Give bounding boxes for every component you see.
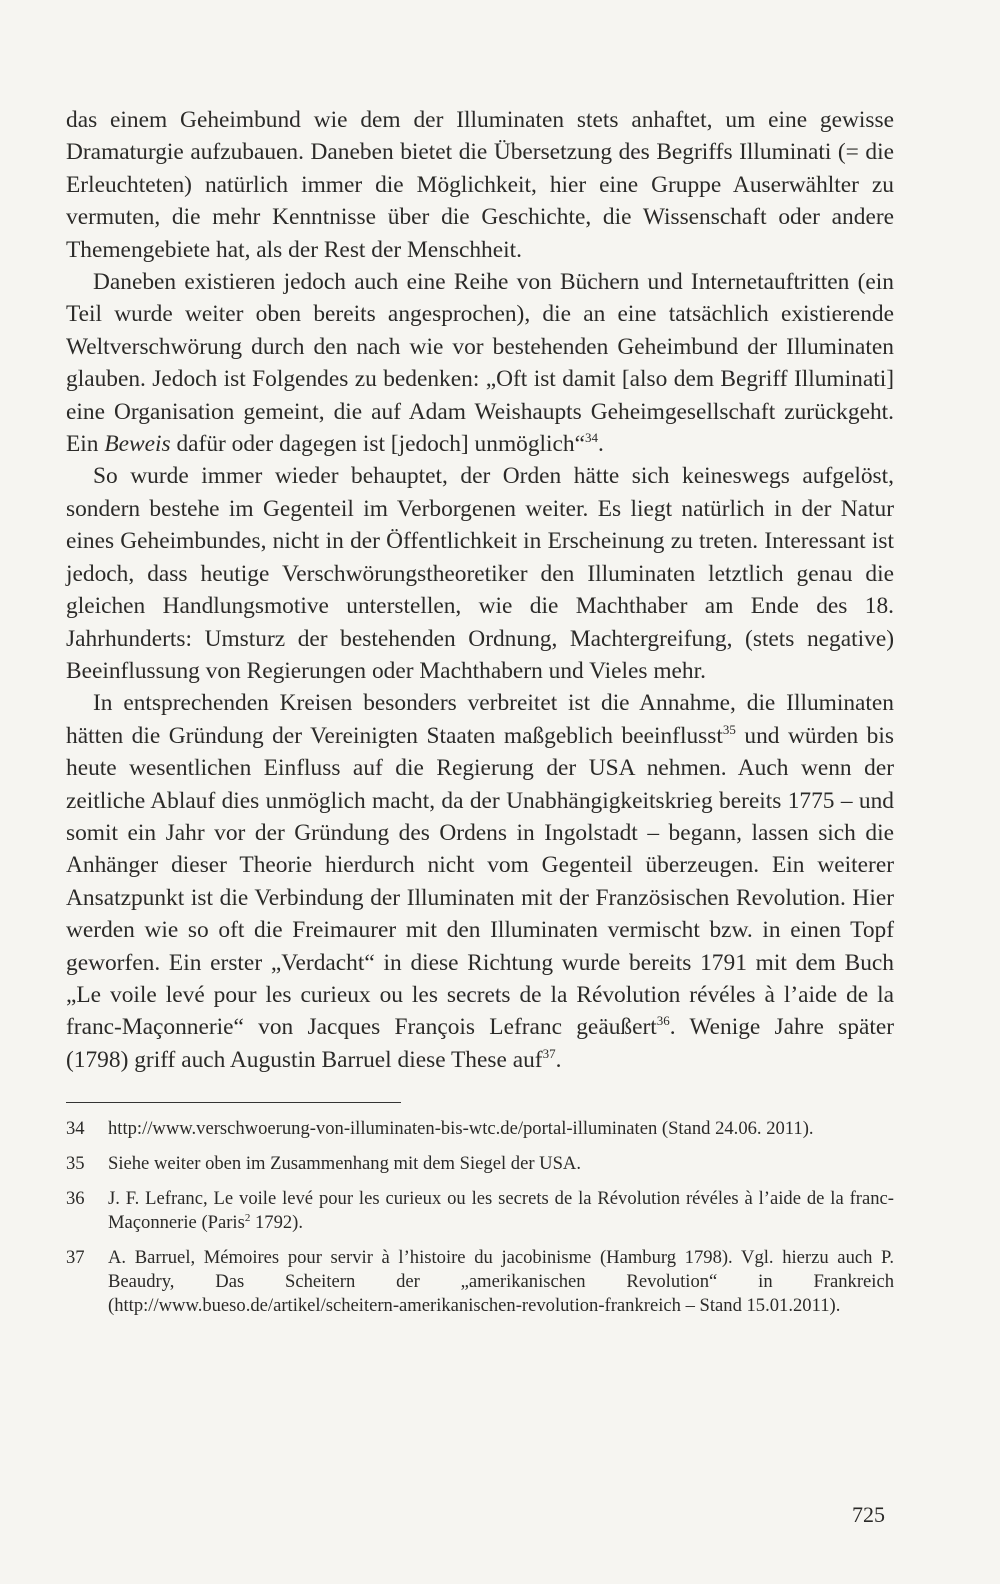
footnote-text-b: 1792). [250,1212,304,1234]
page-content [66,104,894,1329]
footnote-36 [66,1187,894,1235]
footnote-text [108,1187,894,1235]
paragraph-3: So wurde immer wieder behauptet, der Orden hätte sich keineswegs aufgelöst, sondern bestehe im Gegenteil im Verborgenen weiter. Es liegt natürlich in der Natur eines Geheimbundes, nicht in der Öffentlichkeit in Erscheinung zu treten. Interessant ist jedoch, dass heutige Verschwörungstheoretiker den Illuminaten letztlich genau die gleichen Handlungsmotive unterstellen, wie die Machthaber am Ende des 18. Jahrhunderts: Umsturz der bestehenden Ordnung, Machtergreifung, (stets negative) Beeinflussung von Regierungen oder Machthabern und Vieles mehr. [66,463,894,684]
footnote-text-a: J. F. Lefranc, Le voile levé pour les curieux ou les secrets de la Révolution révéles à l’aide de la franc-Maçonnerie (Paris [108,1188,894,1234]
footnote-text: A. Barruel, Mémoires pour servir à l’histoire du jacobinisme (Hamburg 1798). Vgl. hierzu auch P. Beaudry, Das Scheitern der „amerikanischen Revolution“ in Frankreich (http://www.bueso.de/artikel/scheitern-amerikanischen-revolution-frankreich – Stand 15.01.2011). [108,1247,894,1317]
footnote-text: http://www.verschwoerung-von-illuminaten-bis-wtc.de/portal-illuminaten (Stand 24.06. 2011). [108,1118,814,1140]
paragraph-2-text-b: dafür oder dagegen ist [jedoch] unmöglich“ [170,431,585,458]
footnote-number: 35 [66,1153,85,1175]
paragraph-4-text-a: In entsprechenden Kreisen besonders verbreitet ist die Annahme, die Illuminaten hätten die Gründung der Vereinigten Staaten maßgeblich beeinflusst [66,690,894,749]
footnote-number: 37 [66,1247,85,1269]
footnote-ref-35[interactable]: 35 [722,721,736,737]
paragraph-4-text-c: . Wenige Jahre später (1798) griff auch Augustin Barruel diese These auf [66,1014,894,1073]
edition-superscript: 2 [244,1212,251,1224]
paragraph-2-text-c: . [598,431,604,458]
paragraph-4-text-b: und würden bis heute wesentlichen Einfluss auf die Regierung der USA nehmen. Auch wenn der zeitliche Ablauf dies unmöglich macht, da der Unabhängigkeitskrieg bereits 1775 – und somit ein Jahr vor der Gründung des Ordens in Ingolstadt – begann, lassen sich die Anhänger dieser Theorie hierdurch nicht vom Gegenteil überzeugen. Ein weiterer Ansatzpunkt ist die Verbindung der Illuminaten mit der Französischen Revolution. Hier werden wie so oft die Freimaurer mit den Illuminaten vermischt bzw. in einen Topf geworfen. Ein erster „Verdacht“ in diese Richtung wurde bereits 1791 mit dem Buch „Le voile levé pour les curieux ou les secrets de la Révolution révéles à l’aide de la franc-Maçonnerie“ von Jacques François Lefranc geäußert [66,722,894,1041]
footnote-ref-36[interactable]: 36 [656,1013,670,1029]
paragraph-4-text-d: . [555,1046,562,1073]
footnote-number: 34 [66,1118,85,1140]
paragraph-2 [66,266,894,460]
footnote-37 [66,1246,894,1318]
footnote-34 [66,1117,894,1141]
footnote-35 [66,1152,894,1176]
footnote-ref-37[interactable]: 37 [542,1045,556,1061]
paragraph-1: das einem Geheimbund wie dem der Illuminaten stets anhaftet, um eine gewisse Dramaturgie aufzubauen. Daneben bietet die Übersetzung des Begriffs Illuminati (= die Erleuchteten) natürlich immer die Möglichkeit, hier eine Gruppe Auserwählter zu vermuten, die mehr Kenntnisse über die Geschichte, die Wissenschaft oder andere Themengebiete hat, als der Rest der Menschheit. [66,107,894,263]
footnote-number: 36 [66,1188,85,1210]
paragraph-2-text-a: Daneben existieren jedoch auch eine Reihe von Büchern und Internetauftritten (ein Teil wurde weiter oben bereits angesprochen), die an eine tatsächlich existierende Weltverschwörung durch den nach wie vor bestehenden Geheimbund der Illuminaten glauben. Jedoch ist Folgendes zu bedenken: „Oft ist damit [also dem Begriff Illuminati] eine Organisation gemeint, die auf Adam Weishaupts Geheimgesellschaft zurückgeht. Ein [66,269,894,458]
paragraph-2-emphasis: Beweis [104,431,171,458]
footnote-separator [66,1102,401,1103]
footnote-text: Siehe weiter oben im Zusammenhang mit dem Siegel der USA. [108,1153,582,1175]
footnote-ref-34[interactable]: 34 [585,430,598,446]
paragraph-4 [66,687,894,1076]
page-number: 725 [852,1502,885,1527]
